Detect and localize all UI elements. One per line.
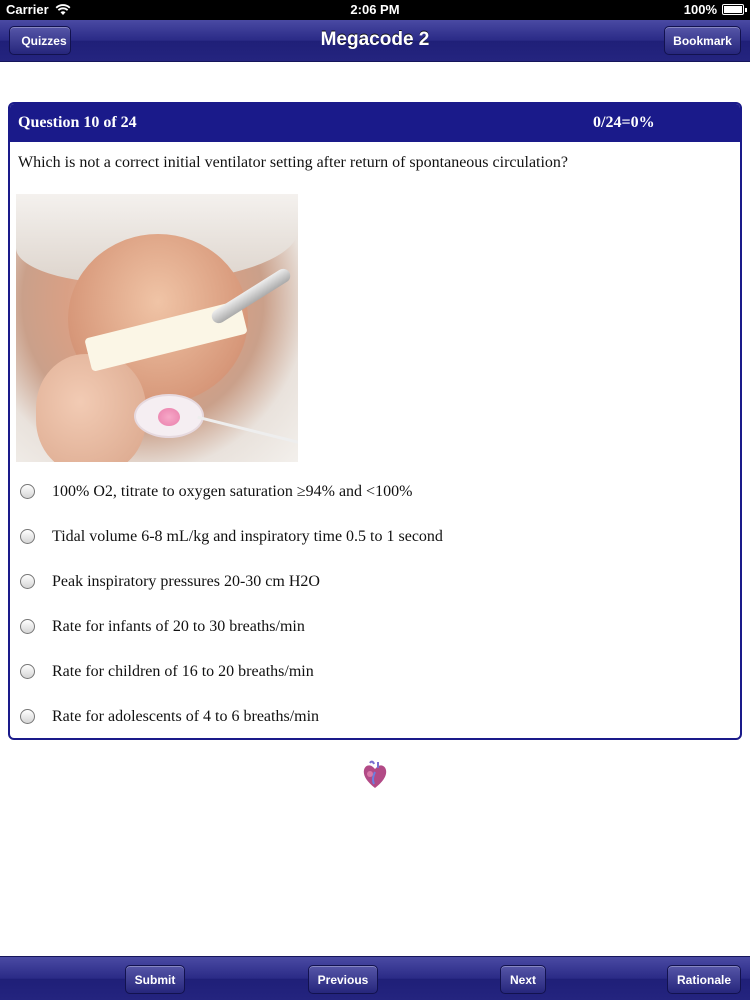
radio-button-icon[interactable] [20,664,35,679]
answer-option-label: 100% O2, titrate to oxygen saturation ≥94% and <100% [52,482,413,500]
clock: 2:06 PM [350,2,400,17]
carrier-label: Carrier [6,2,49,17]
radio-button-icon[interactable] [20,484,35,499]
answer-option[interactable] [20,604,720,649]
radio-button-icon[interactable] [20,619,35,634]
navigation-bar [0,20,750,62]
answer-option[interactable] [20,469,720,514]
answer-option[interactable] [20,559,720,604]
rationale-button[interactable]: Rationale [667,965,741,994]
submit-button[interactable]: Submit [125,965,185,994]
answer-option-label: Tidal volume 6-8 mL/kg and inspiratory time 0.5 to 1 second [52,527,443,545]
score-label: 0/24=0% [593,114,655,131]
bookmark-button[interactable]: Bookmark [664,26,741,55]
answer-option-label: Rate for infants of 20 to 30 breaths/min [52,617,305,635]
answer-option-label: Rate for adolescents of 4 to 6 breaths/min [52,707,320,725]
radio-button-icon[interactable] [20,709,35,724]
question-card [8,102,742,740]
radio-button-icon[interactable] [20,529,35,544]
answer-options [20,469,720,739]
next-button[interactable]: Next [500,965,546,994]
answer-option[interactable] [20,649,720,694]
status-bar [0,0,750,20]
answer-option[interactable] [20,694,720,739]
question-text: Which is not a correct initial ventilator setting after return of spontaneous circulation? [18,154,569,171]
heart-logo-icon [362,760,388,790]
bottom-toolbar [0,956,750,1000]
answer-option[interactable] [20,514,720,559]
question-number: Question 10 of 24 [18,114,137,131]
infant-intubation-photo [16,194,298,462]
previous-button[interactable]: Previous [308,965,378,994]
answer-option-label: Rate for children of 16 to 20 breaths/min [52,662,314,680]
quizzes-back-button[interactable]: Quizzes [9,26,71,55]
radio-button-icon[interactable] [20,574,35,589]
battery-percent: 100% [683,2,717,17]
battery-group [684,2,744,17]
page-title: Megacode 2 [320,29,430,50]
answer-option-label: Peak inspiratory pressures 20-30 cm H2O [52,572,320,590]
battery-icon [722,4,744,15]
question-header [10,104,740,142]
